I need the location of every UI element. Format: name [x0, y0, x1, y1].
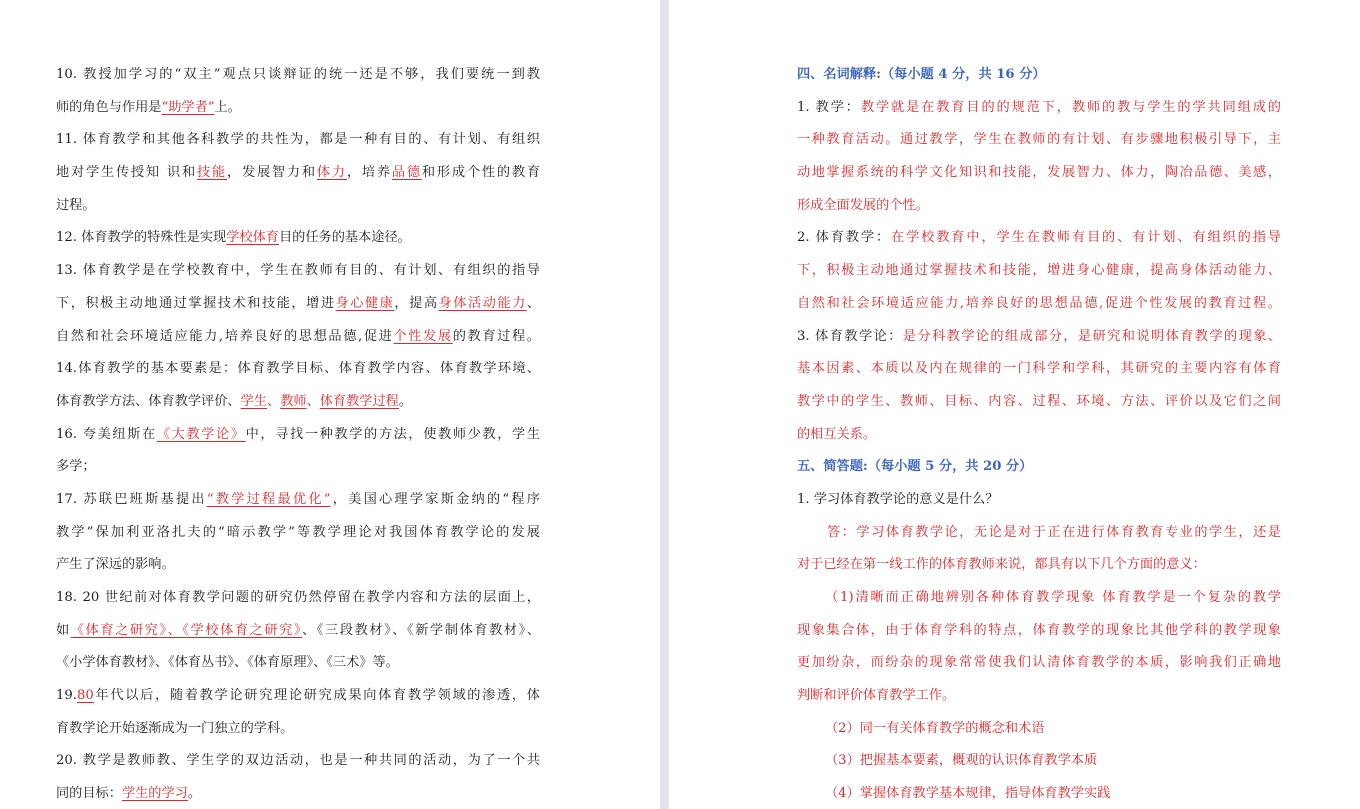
answer-blank: 学生的学习: [121, 786, 188, 802]
text-line: 形成全面发展的个性。: [797, 197, 929, 213]
text-line: 动地掌握系统的科学文化知识和技能，发展智力、体力，陶冶品德、美感，: [797, 165, 1281, 181]
answer-line: 答：学习体育教学论，无论是对于正在进行体育教育专业的学生，还是: [827, 524, 1281, 540]
text-line: 1. 教学：教学就是在教育目的的规范下，教师的教与学生的学共同组成的: [797, 99, 1281, 115]
text-line: 12. 体育教学的特殊性是实现学校体育目的任务的基本途径。: [56, 230, 411, 246]
text-line: 16. 夸美纽斯在《大教学论》中，寻找一种教学的方法，使教师少教，学生: [56, 426, 540, 442]
answer-blank: 《大教学论》: [156, 426, 246, 442]
text-line: 10. 教授加学习的“双主”观点只谈辩证的统一还是不够，我们要统一到教: [56, 67, 540, 82]
answer-line: 更加纷杂，而纷杂的现象常常使我们认清体育教学的本质，影响我们正确地: [797, 655, 1281, 671]
answer-line: 判断和评价体育教学工作。: [797, 688, 956, 704]
text-line: 同的目标：学生的学习。: [56, 786, 202, 802]
text-line: 下，积极主动地通过掌握技术和技能，增进身心健康，提高身体活动能力、: [797, 263, 1281, 279]
answer-blank: 《体育之研究》、《学校体育之研究》: [70, 622, 303, 638]
right-column: [797, 59, 1281, 809]
answer-line: （1)清晰而正确地辨别各种体育教学现象 体育教学是一个复杂的教学: [825, 590, 1281, 605]
text-line: 17. 苏联巴班斯基提出“教学过程最优化”，美国心理学家斯金纳的“程序: [56, 491, 540, 507]
answer-blank: 技能: [196, 165, 227, 181]
text-line: 18. 20 世纪前对体育教学问题的研究仍然停留在教学内容和方法的层面上，: [56, 590, 540, 605]
page-gap: [660, 0, 669, 809]
text-line: 教学”保加利亚洛扎夫的“暗示教学”等教学理论对我国体育教学论的发展: [56, 524, 540, 540]
answer-blank: 体力: [316, 165, 347, 181]
text-line: 如《体育之研究》、《学校体育之研究》、《三段教材》、《新学制体育教材》、: [56, 622, 540, 638]
answer-blank: 学生: [240, 393, 267, 409]
text-line: 20. 教学是教师教、学生学的双边活动，也是一种共同的活动，为了一个共: [56, 753, 540, 769]
text-line: 过程。: [56, 197, 96, 213]
answer-blank: 身体活动能力: [438, 295, 527, 311]
answer-line: （4）掌握体育教学基本规律，指导体育教学实践: [825, 786, 1111, 802]
answer-blank: 学校体育: [226, 230, 279, 246]
text-line: 13. 体育教学是在学校教育中，学生在教师有目的、有计划、有组织的指导: [56, 263, 540, 279]
document-page-left: [0, 0, 660, 809]
text-line: 体育教学方法、体育教学评价、学生、教师、体育教学过程。: [56, 393, 413, 409]
document-page-right: [669, 0, 1360, 809]
text-line: 一种教育活动。通过教学，学生在教师的有计划、有步骤地积极引导下，主: [797, 132, 1281, 148]
text-line: 19.80年代以后，随着教学论研究理论研究成果向体育教学领域的渗透，体: [56, 688, 540, 704]
text-line: 的相互关系。: [797, 426, 877, 442]
answer-blank: 个性发展: [393, 328, 453, 344]
text-line: 地对学生传授知 识和技能，发展智力和体力，培养品德和形成个性的教育: [56, 165, 540, 181]
question-line: 1. 学习体育教学论的意义是什么？: [797, 491, 999, 507]
text-line: 11. 体育教学和其他各科教学的共性为，都是一种有目的、有计划、有组织: [56, 132, 540, 148]
answer-line: 现象集合体，由于体育学科的特点，体育教学的现象比其他学科的教学现象: [797, 622, 1281, 638]
text-line: 下，积极主动地通过掌握技术和技能，增进身心健康，提高身体活动能力、: [56, 295, 540, 311]
answer-blank: 体育教学过程: [319, 393, 399, 409]
text-line: 基本因素、本质以及内在规律的一门科学和学科，其研究的主要内容有体育: [797, 361, 1281, 377]
answer-blank: “助学者”: [161, 99, 215, 115]
answer-line: （3）把握基本要素，概观的认识体育教学本质: [825, 753, 1098, 769]
text-line: 多学；: [56, 459, 96, 475]
text-line: 3. 体育教学论：是分科教学论的组成部分，是研究和说明体育教学的现象、: [797, 328, 1281, 344]
answer-blank: 身心健康: [335, 295, 395, 311]
answer-blank: 品德: [391, 165, 422, 181]
section-heading: 五、简答题:（每小题 5 分，共 20 分）: [797, 459, 1033, 475]
answer-line: 对于已经在第一线工作的体育教师来说，都具有以下几个方面的意义：: [797, 557, 1206, 573]
answer-blank: 教师: [280, 393, 307, 409]
section-heading: 四、名词解释:（每小题 4 分，共 16 分）: [797, 67, 1046, 82]
text-line: 自然和社会环境适应能力,培养良好的思想品德,促进个性发展的教育过程。: [797, 295, 1281, 311]
answer-blank: 80: [76, 688, 94, 704]
text-line: 《小学体育教材》、《体育丛书》、《体育原理》、《三术》等。: [56, 655, 399, 671]
text-line: 教学中的学生、教师、目标、内容、过程、环境、方法、评价以及它们之间: [797, 393, 1281, 409]
answer-line: （2）同一有关体育教学的概念和术语: [825, 720, 1045, 736]
text-line: 产生了深远的影响。: [56, 557, 175, 573]
text-line: 2. 体育教学：在学校教育中，学生在教师有目的、有计划、有组织的指导: [797, 230, 1281, 246]
answer-blank: “教学过程最优化”: [206, 491, 331, 507]
left-column: [56, 59, 540, 809]
text-line: 14.体育教学的基本要素是：体育教学目标、体育教学内容、体育教学环境、: [56, 361, 540, 377]
text-line: 育教学论开始逐渐成为一门独立的学科。: [56, 720, 294, 736]
text-line: 师的角色与作用是“助学者”上。: [56, 99, 241, 115]
text-line: 自然和社会环境适应能力,培养良好的思想品德,促进个性发展的教育过程。: [56, 328, 540, 344]
